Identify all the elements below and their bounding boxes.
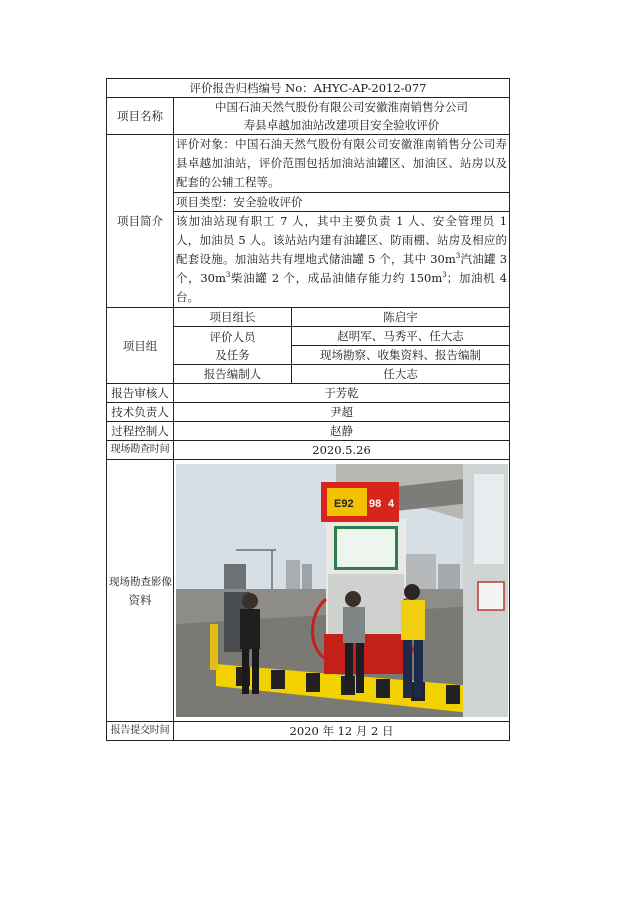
cubic-superscript-1: 3 xyxy=(455,252,461,261)
process-controller-value: 赵静 xyxy=(174,422,510,441)
project-name-line-2: 寿县卓越加油站改建项目安全验收评价 xyxy=(243,118,440,132)
evaluators-label-line-1: 评价人员 xyxy=(209,329,256,344)
station-description xyxy=(174,212,510,308)
survey-photo-cell xyxy=(174,460,510,722)
report-compiler-label: 报告编制人 xyxy=(174,365,292,384)
evaluators-names: 赵明军、马秀平、任大志 xyxy=(292,327,510,346)
submit-time-label: 报告提交时间 xyxy=(107,722,174,741)
evaluators-tasks: 现场勘察、收集资料、报告编制 xyxy=(292,346,510,365)
gas-station-photo-illustration xyxy=(176,464,508,717)
project-team-label: 项目组 xyxy=(107,308,174,384)
sign-label-right: 98 xyxy=(368,498,381,510)
project-intro-label: 项目简介 xyxy=(107,135,174,308)
team-leader-label: 项目组长 xyxy=(174,308,292,327)
process-controller-label: 过程控制人 xyxy=(107,422,174,441)
station-description-part-2: 汽油罐 3 个，30m xyxy=(176,252,508,285)
cubic-superscript-3: 3 xyxy=(442,271,447,280)
submit-time-value: 2020 年 12 月 2 日 xyxy=(174,722,510,741)
technical-lead-value: 尹超 xyxy=(174,403,510,422)
project-type-text: 项目类型：安全验收评价 xyxy=(174,193,510,212)
evaluation-object-text: 评价对象：中国石油天然气股份有限公司安徽淮南销售分公司寿县卓越加油站，评价范围包括加油站油罐区、加油区、站房以及配套的公辅工程等。 xyxy=(174,135,510,193)
sign-label-left: E92 xyxy=(333,498,354,510)
project-name-label: 项目名称 xyxy=(107,98,174,135)
report-auditor-value: 于芳乾 xyxy=(174,384,510,403)
survey-photo-label-line-2: 资料 xyxy=(128,592,152,607)
survey-time-label: 现场勘查时间 xyxy=(107,441,174,460)
survey-photo xyxy=(176,464,508,717)
survey-photo-label xyxy=(107,460,174,722)
cubic-superscript-2: 3 xyxy=(225,271,231,280)
report-auditor-label: 报告审核人 xyxy=(107,384,174,403)
evaluators-label xyxy=(174,327,292,365)
technical-lead-label: 技术负责人 xyxy=(107,403,174,422)
project-name-line-1: 中国石油天然气股份有限公司安徽淮南销售分公司 xyxy=(215,100,469,114)
survey-photo-label-line-1: 现场勘查影像 xyxy=(109,575,172,588)
station-description-part-3: 柴油罐 2 个，成品油储存能力约 150m xyxy=(230,271,443,285)
project-name-value xyxy=(174,98,510,135)
station-description-part-1: 该加油站现有职工 7 人，其中主要负责 1 人、安全管理员 1 人，加油员 5 人。该站站内建有油罐区、防雨棚、站房及相应的配套设施。加油站共有埋地式储油罐 5 个，其中 30m xyxy=(176,214,508,266)
team-leader-value: 陈启宇 xyxy=(292,308,510,327)
evaluation-form-table xyxy=(106,78,510,741)
survey-time-value: 2020.5.26 xyxy=(174,441,510,460)
archive-number-header: 评价报告归档编号 No：AHYC-AP-2012-077 xyxy=(107,79,510,98)
sign-label-number: 4 xyxy=(387,498,394,510)
station-description-part-4: ；加油机 4 台。 xyxy=(176,271,508,304)
evaluators-label-line-2: 及任务 xyxy=(215,347,250,362)
report-compiler-value: 任大志 xyxy=(292,365,510,384)
